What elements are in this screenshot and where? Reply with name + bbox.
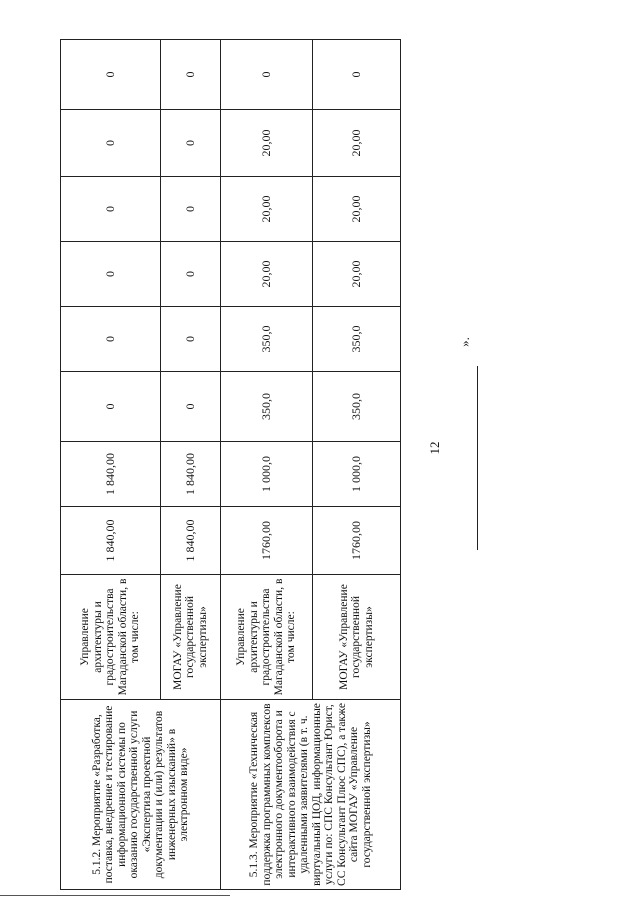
executor-cell: МОГАУ «Управление государственной экспертизы» [313,575,401,700]
value-cell: 350,0 [221,372,313,442]
value-cell: 0 [161,110,221,177]
value-cell: 0 [161,307,221,372]
value-cell: 1 000,0 [221,442,313,507]
signature-line [477,366,478,550]
executor-cell: Управление архитектуры и градостроительства Магаданской области, в том числе: [221,575,313,700]
footer-rule [0,895,230,896]
value-cell: 0 [61,110,161,177]
value-cell: 1760,00 [313,507,401,575]
value-cell: 1 840,00 [161,442,221,507]
budget-table [60,39,401,890]
closing-quote: ». [456,337,472,347]
executor-cell: Управление архитектуры и градостроительства Магаданской области, в том числе: [61,575,161,700]
value-cell: 0 [61,372,161,442]
value-cell: 0 [313,40,401,110]
value-cell: 350,0 [313,372,401,442]
value-cell: 0 [61,40,161,110]
value-cell: 0 [161,242,221,307]
value-cell: 0 [221,40,313,110]
value-cell: 1760,00 [221,507,313,575]
value-cell: 20,00 [313,110,401,177]
page-number: 12 [427,441,442,455]
value-cell: 20,00 [221,177,313,242]
value-cell: 20,00 [221,110,313,177]
value-cell: 350,0 [221,307,313,372]
value-cell: 0 [61,242,161,307]
value-cell: 20,00 [221,242,313,307]
table-row [221,40,313,890]
table-row [61,40,161,890]
value-cell: 1 840,00 [61,442,161,507]
measure-cell: 5.1.3. Мероприятие «Техническая поддержка программных комплексов электронного документооборота и интерактивного взаимодействия с удаленными заявителями (в т. ч. виртуальный ЦОД, информационные услуги по: СПС Консультант Юрист, СС Консультант Плюс СПС), а также сайта МОГАУ «Управление государственной экспертизы» [221,700,401,890]
executor-cell: МОГАУ «Управление государственной экспертизы» [161,575,221,700]
value-cell: 0 [161,177,221,242]
value-cell: 0 [61,177,161,242]
value-cell: 20,00 [313,242,401,307]
value-cell: 0 [61,307,161,372]
value-cell: 1 840,00 [161,507,221,575]
measure-cell: 5.1.2. Мероприятие «Разработка, поставка, внедрение и тестирование информационной системы по оказанию государственной услуги «Экспертиза проектной документации и (или) результатов инженерных изысканий» в электронном виде» [61,700,221,890]
value-cell: 1 000,0 [313,442,401,507]
budget-table-rotated [60,40,400,890]
value-cell: 20,00 [313,177,401,242]
value-cell: 0 [161,372,221,442]
value-cell: 0 [161,40,221,110]
value-cell: 1 840,00 [61,507,161,575]
value-cell: 350,0 [313,307,401,372]
